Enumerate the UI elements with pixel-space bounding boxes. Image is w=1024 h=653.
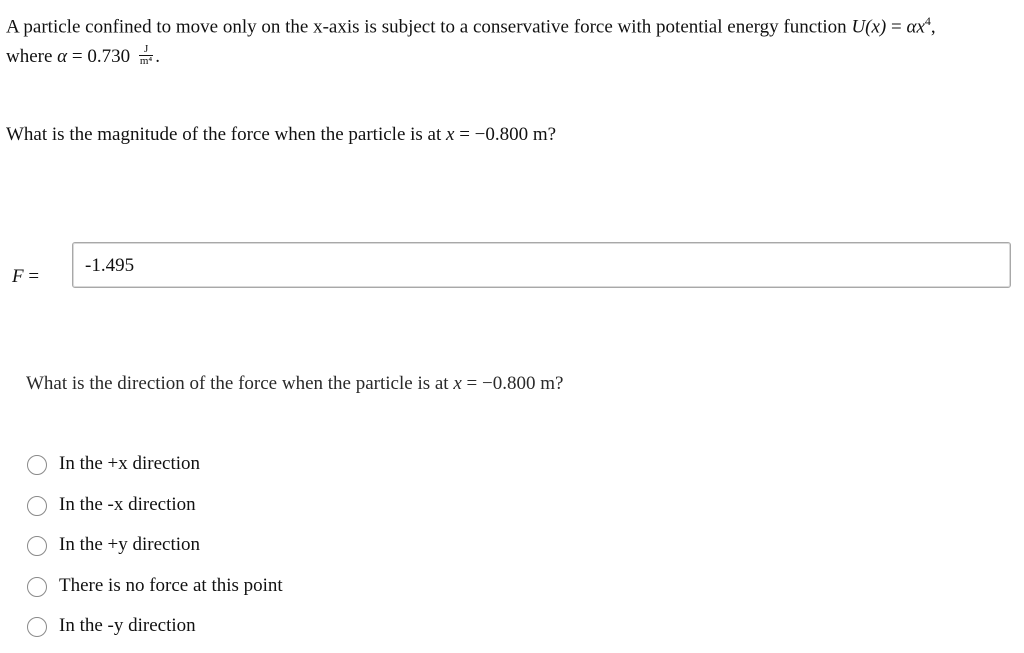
- force-answer-value: -1.495: [85, 255, 135, 276]
- problem-line-1: [6, 6, 1021, 42]
- force-equals: =: [23, 266, 40, 287]
- alpha-unit-fraction: [139, 44, 153, 67]
- option-plus-y[interactable]: [27, 526, 283, 567]
- radio-minus-y[interactable]: [27, 617, 47, 637]
- question-direction: [26, 373, 563, 395]
- trailing-comma: ,: [930, 16, 936, 38]
- unit-numerator: J: [139, 44, 153, 56]
- direction-options: [27, 445, 283, 648]
- equals-sign: =: [886, 16, 907, 38]
- question-direction-variable: x: [453, 373, 462, 394]
- question-direction-text: What is the direction of the force when the particle is at: [26, 373, 449, 394]
- option-label: In the +x direction: [59, 453, 201, 475]
- radio-minus-x[interactable]: [27, 496, 47, 516]
- option-label: There is no force at this point: [59, 574, 283, 596]
- force-label: [12, 266, 39, 288]
- period: .: [155, 46, 161, 68]
- option-plus-x[interactable]: [27, 445, 283, 486]
- unit-denominator: m⁴: [139, 55, 153, 68]
- answer-row: [0, 240, 1024, 292]
- potential-exponent: 4: [924, 14, 931, 28]
- force-variable: F: [12, 266, 24, 287]
- question-direction-value: = −0.800 m?: [461, 373, 564, 394]
- problem-line-2: [6, 42, 1021, 72]
- alpha-symbol: α: [57, 46, 68, 68]
- radio-plus-x[interactable]: [27, 455, 47, 475]
- alpha-value: = 0.730: [67, 46, 131, 68]
- problem-text: A particle confined to move only on the x-axis is subject to a conservative force with potential energy function: [6, 16, 847, 38]
- problem-statement: [6, 6, 1021, 72]
- option-label: In the +y direction: [59, 534, 201, 556]
- force-answer-input[interactable]: [72, 242, 1011, 288]
- where-text: where: [6, 46, 53, 68]
- option-minus-y[interactable]: [27, 607, 283, 648]
- question-magnitude-value: = −0.800 m?: [454, 124, 557, 145]
- option-no-force[interactable]: [27, 567, 283, 608]
- question-magnitude: [6, 124, 556, 146]
- question-magnitude-variable: x: [446, 124, 455, 145]
- option-minus-x[interactable]: [27, 486, 283, 527]
- potential-function-rhs: αx: [906, 16, 925, 38]
- radio-plus-y[interactable]: [27, 536, 47, 556]
- radio-no-force[interactable]: [27, 577, 47, 597]
- option-label: In the -x direction: [59, 493, 196, 515]
- option-label: In the -y direction: [59, 615, 196, 637]
- question-magnitude-text: What is the magnitude of the force when the particle is at: [6, 124, 442, 145]
- potential-function-lhs: U(x): [851, 16, 887, 38]
